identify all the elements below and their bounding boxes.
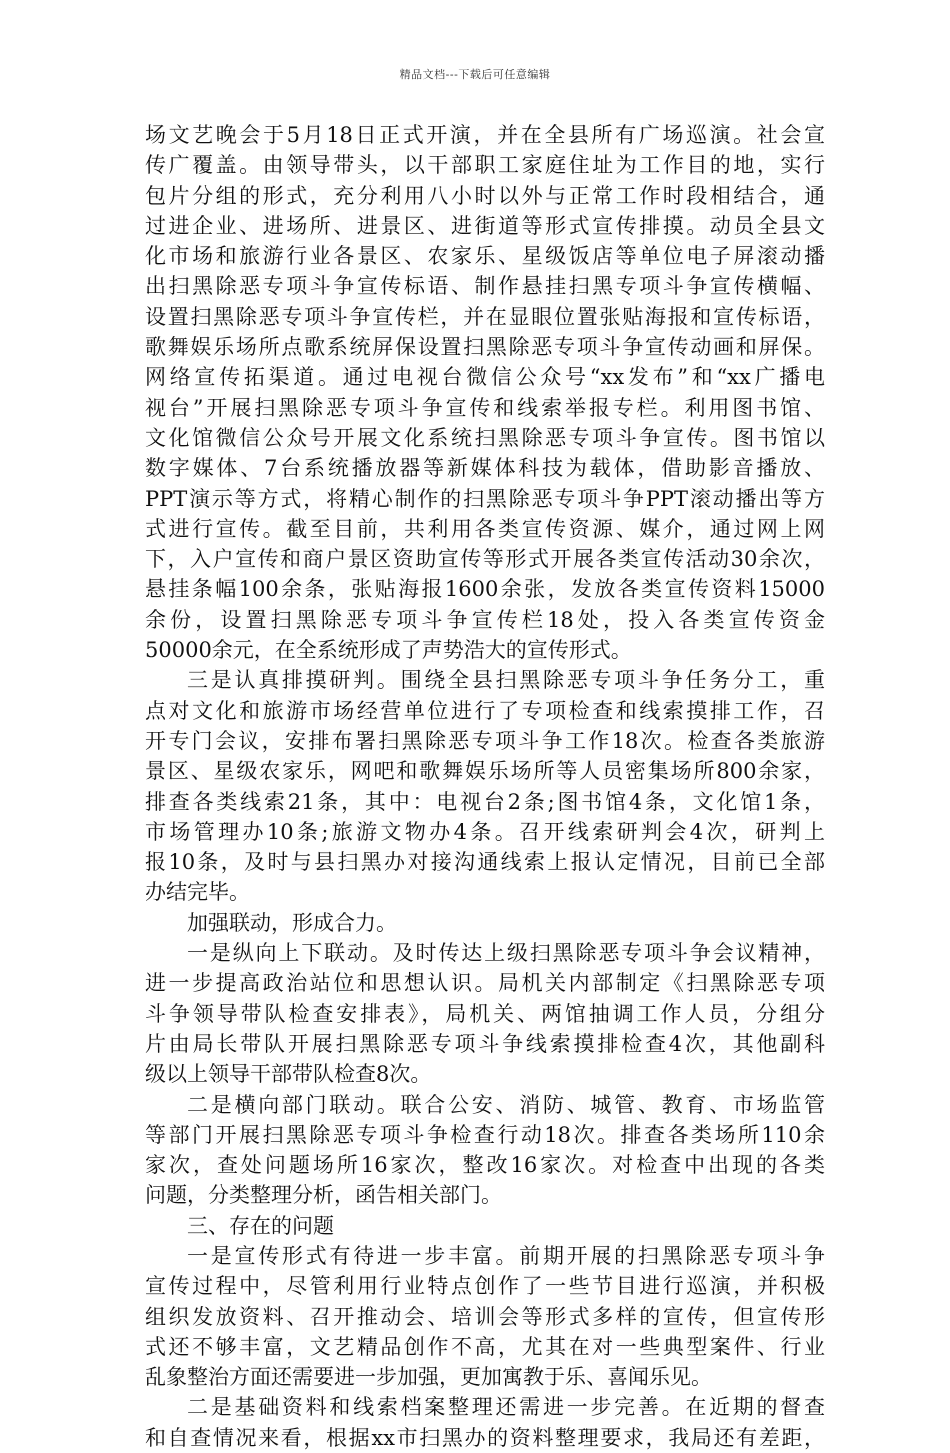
- text-line: 余份，设置扫黑除恶专项斗争宣传栏18处，投入各类宣传资金: [145, 607, 825, 632]
- text-line: 宣传过程中，尽管利用行业特点创作了一些节目进行巡演，并积极: [145, 1274, 825, 1299]
- text-line: 和自查情况来看，根据xx市扫黑办的资料整理要求，我局还有差距，: [145, 1425, 825, 1450]
- text-line: 二是横向部门联动。联合公安、消防、城管、教育、市场监管: [187, 1092, 825, 1117]
- text-line: 斗争领导带队检查安排表》，局机关、两馆抽调工作人员，分组分: [145, 1001, 825, 1026]
- text-line: 过进企业、进场所、进景区、进街道等形式宣传排摸。动员全县文: [145, 213, 825, 238]
- text-line: 开专门会议，安排布署扫黑除恶专项斗争工作18次。检查各类旅游: [145, 728, 825, 753]
- text-line: 办结完毕。: [145, 880, 250, 905]
- text-line: 场文艺晚会于5月18日正式开演，并在全县所有广场巡演。社会宣: [145, 123, 825, 147]
- text-line: 片由局长带队开展扫黑除恶专项斗争线索摸排检查4次，其他副科: [145, 1031, 825, 1056]
- text-line: 报10条，及时与县扫黑办对接沟通线索上报认定情况，目前已全部: [145, 850, 825, 875]
- text-line: 设置扫黑除恶专项斗争宣传栏，并在显眼位置张贴海报和宣传标语，: [145, 304, 825, 329]
- text-line: 问题，分类整理分析，函告相关部门。: [145, 1183, 502, 1208]
- text-line: 化市场和旅游行业各景区、农家乐、星级饭店等单位电子屏滚动播: [145, 244, 825, 269]
- text-line: 二是基础资料和线索档案整理还需进一步完善。在近期的督查: [187, 1395, 825, 1420]
- text-line: 排查各类线索21条，其中：电视台2条;图书馆4条，文化馆1条，: [145, 789, 825, 814]
- text-line: 50000余元，在全系统形成了声势浩大的宣传形式。: [145, 638, 632, 663]
- text-line: 景区、星级农家乐，网吧和歌舞娱乐场所等人员密集场所800余家，: [145, 759, 825, 784]
- text-line: 家次，查处问题场所16家次，整改16家次。对检查中出现的各类: [145, 1153, 825, 1178]
- text-line: 进一步提高政治站位和思想认识。局机关内部制定《扫黑除恶专项: [145, 971, 825, 996]
- text-line: 加强联动，形成合力。: [187, 910, 397, 935]
- text-line: 级以上领导干部带队检查8次。: [145, 1062, 432, 1087]
- text-line: 悬挂条幅100余条，张贴海报1600余张，发放各类宣传资料15000: [145, 577, 825, 602]
- text-line: 网络宣传拓渠道。通过电视台微信公众号“xx发布”和“xx广播电: [145, 365, 825, 390]
- text-line: 式还不够丰富，文艺精品创作不高，尤其在对一些典型案件、行业: [145, 1334, 825, 1359]
- text-line: 组织发放资料、召开推动会、培训会等形式多样的宣传，但宣传形: [145, 1304, 825, 1329]
- text-line: 市场管理办10条;旅游文物办4条。召开线索研判会4次，研判上: [145, 819, 825, 844]
- text-line: 乱象整治方面还需要进一步加强，更加寓教于乐、喜闻乐见。: [145, 1365, 712, 1390]
- text-line: 点对文化和旅游市场经营单位进行了专项检查和线索摸排工作，召: [145, 698, 825, 723]
- page-header: 精品文档---下载后可任意编辑: [399, 68, 551, 81]
- text-line: 三、存在的问题: [187, 1213, 334, 1238]
- text-line: 视台”开展扫黑除恶专项斗争宣传和线索举报专栏。利用图书馆、: [145, 395, 825, 420]
- text-line: 包片分组的形式，充分利用八小时以外与正常工作时段相结合，通: [145, 183, 825, 208]
- text-line: 等部门开展扫黑除恶专项斗争检查行动18次。排查各类场所110余: [145, 1122, 825, 1147]
- text-line: 一是宣传形式有待进一步丰富。前期开展的扫黑除恶专项斗争: [187, 1243, 825, 1268]
- text-line: 数字媒体、7台系统播放器等新媒体科技为载体，借助影音播放、: [145, 456, 825, 481]
- document-body: [145, 120, 825, 1453]
- text-line: 出扫黑除恶专项斗争宣传标语、制作悬挂扫黑专项斗争宣传横幅、: [145, 274, 825, 299]
- text-line: 一是纵向上下联动。及时传达上级扫黑除恶专项斗争会议精神，: [187, 941, 825, 966]
- text-line: 文化馆微信公众号开展文化系统扫黑除恶专项斗争宣传。图书馆以: [145, 425, 825, 450]
- text-line: 式进行宣传。截至目前，共利用各类宣传资源、媒介，通过网上网: [145, 516, 825, 541]
- text-line: 传广覆盖。由领导带头，以干部职工家庭住址为工作目的地，实行: [145, 153, 825, 178]
- text-line: PPT演示等方式，将精心制作的扫黑除恶专项斗争PPT滚动播出等方: [145, 486, 825, 511]
- text-line: 歌舞娱乐场所点歌系统屏保设置扫黑除恶专项斗争宣传动画和屏保。: [145, 335, 825, 360]
- text-line: 下，入户宣传和商户景区资助宣传等形式开展各类宣传活动30余次，: [145, 547, 825, 572]
- text-line: 三是认真排摸研判。围绕全县扫黑除恶专项斗争任务分工，重: [187, 668, 825, 693]
